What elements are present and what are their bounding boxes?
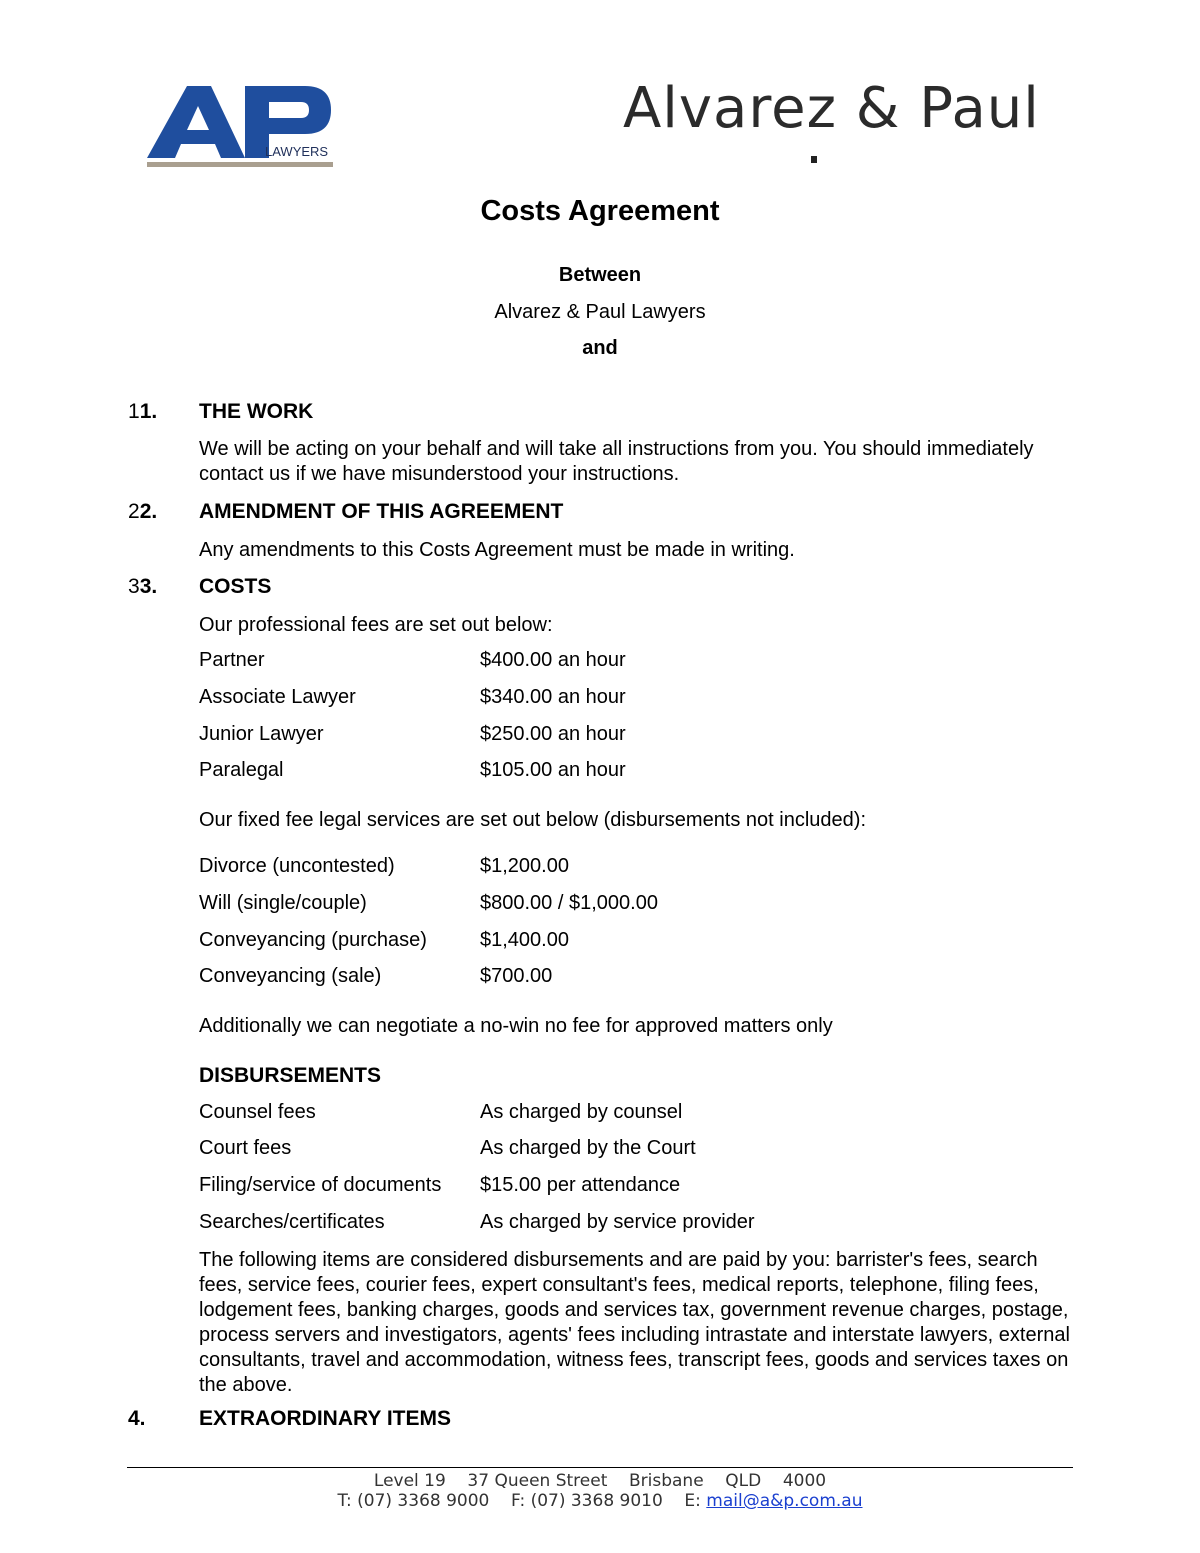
footer-address: Level 19 37 Queen Street Brisbane QLD 4000 xyxy=(373,1471,827,1491)
section-title-extraordinary: EXTRAORDINARY ITEMS xyxy=(199,1407,452,1430)
fee-role: Partner xyxy=(199,649,265,671)
fixed-fee-intro: Our fixed fee legal services are set out below (disbursements not included): xyxy=(199,809,867,831)
fixed-service: Divorce (uncontested) xyxy=(199,855,395,877)
no-win-note: Additionally we can negotiate a no-win no fee for approved matters only xyxy=(199,1015,833,1037)
footer-email-link[interactable]: mail@a&p.com.au xyxy=(706,1491,863,1511)
fixed-service: Conveyancing (purchase) xyxy=(199,929,427,951)
fixed-service: Will (single/couple) xyxy=(199,892,367,914)
and-label: and xyxy=(582,337,618,359)
disbursement-charge: $15.00 per attendance xyxy=(480,1174,681,1196)
section-title-costs: COSTS xyxy=(199,575,272,598)
fee-rate: $105.00 an hour xyxy=(480,759,626,781)
fixed-price: $1,400.00 xyxy=(480,929,569,951)
disbursement-item: Filing/service of documents xyxy=(199,1174,442,1196)
section-title-amendment: AMENDMENT OF THIS AGREEMENT xyxy=(199,500,564,523)
fee-rate: $250.00 an hour xyxy=(480,723,626,745)
section-title-work: THE WORK xyxy=(199,400,314,423)
disbursement-item: Court fees xyxy=(199,1137,292,1159)
section-text-amendment: Any amendments to this Costs Agreement must be made in writing. xyxy=(199,539,795,561)
footer-rule xyxy=(127,1467,1073,1468)
section-text-work: We will be acting on your behalf and will take all instructions from you. You should immediately contact us if we have misunderstood your instructions. xyxy=(199,438,1034,485)
party-one: Alvarez & Paul Lawyers xyxy=(494,301,706,323)
fee-rate: $340.00 an hour xyxy=(480,686,626,708)
fixed-price: $1,200.00 xyxy=(480,855,569,877)
disbursement-charge: As charged by service provider xyxy=(480,1211,755,1233)
fees-intro: Our professional fees are set out below: xyxy=(199,614,553,636)
firm-name-dot xyxy=(811,156,817,163)
section-number-2: 22. xyxy=(128,500,158,523)
footer-contact xyxy=(0,1491,1200,1511)
fee-role: Junior Lawyer xyxy=(199,723,324,745)
footer-phone: T: (07) 3368 9000 F: (07) 3368 9010 E: xyxy=(337,1491,707,1511)
document-title: Costs Agreement xyxy=(480,195,720,227)
disbursement-item: Searches/certificates xyxy=(199,1211,385,1233)
fee-role: Paralegal xyxy=(199,759,284,781)
fixed-price: $800.00 / $1,000.00 xyxy=(480,892,658,914)
section-number-3: 33. xyxy=(128,575,158,598)
disbursements-title: DISBURSEMENTS xyxy=(199,1064,382,1087)
disbursements-paragraph: The following items are considered disbursements and are paid by you: barrister's fees, search fees, service fees, courier fees, expert consultant's fees, medical reports, telephone, filing fees, lodgement fees, banking charges, goods and services tax, government revenue charges, postage, process servers and investigators, agents' fees including intrastate and interstate lawyers, external consultants, travel and accommodation, witness fees, transcript fees, goods and services taxes on the above. xyxy=(199,1249,1070,1396)
firm-logo xyxy=(145,84,337,170)
section-number-1: 11. xyxy=(128,400,158,423)
firm-name: Alvarez & Paul xyxy=(623,76,1040,141)
logo-subtext: LAWYERS xyxy=(265,144,329,159)
disbursement-charge: As charged by counsel xyxy=(480,1101,683,1123)
between-label: Between xyxy=(558,264,642,286)
disbursement-charge: As charged by the Court xyxy=(480,1137,696,1159)
logo-bar xyxy=(147,162,333,167)
fee-rate: $400.00 an hour xyxy=(480,649,626,671)
disbursement-item: Counsel fees xyxy=(199,1101,316,1123)
fee-role: Associate Lawyer xyxy=(199,686,356,708)
fixed-price: $700.00 xyxy=(480,965,553,987)
fixed-service: Conveyancing (sale) xyxy=(199,965,382,987)
section-number-4: 4. xyxy=(128,1407,146,1430)
